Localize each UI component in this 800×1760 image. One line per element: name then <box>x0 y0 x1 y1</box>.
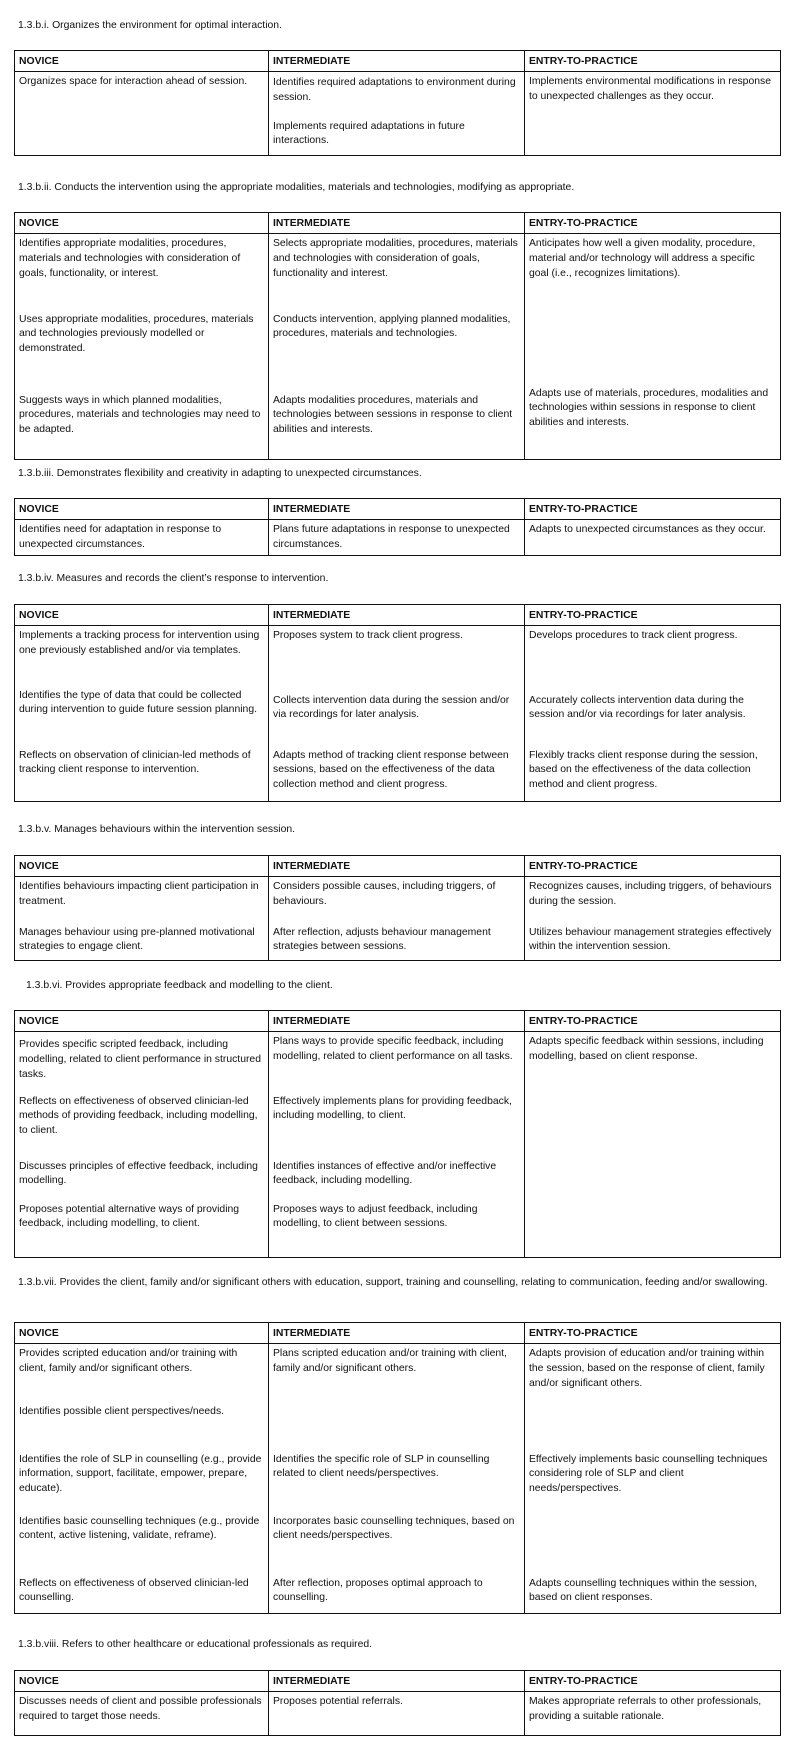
cell-text: Manages behaviour using pre-planned motivational strategies to engage client. <box>19 926 255 953</box>
cell-text: Identifies the type of data that could be collected during intervention to guide future session planning. <box>19 689 257 716</box>
section-heading: 1.3.b.vi. Provides appropriate feedback and modelling to the client. <box>26 980 333 991</box>
cell-text: Implements a tracking process for intervention using one previously established and/or via templates. <box>19 630 260 656</box>
cell-novice <box>15 72 269 156</box>
column-header-intermediate: INTERMEDIATE <box>269 1011 525 1032</box>
cell-text: Develops procedures to track client progress. <box>529 630 738 641</box>
cell-text: Proposes potential alternative ways of providing feedback, including modelling, to client. <box>19 1203 240 1230</box>
table-header-row <box>15 1323 781 1344</box>
section-heading: 1.3.b.vii. Provides the client, family and/or significant others with education, support, training and counselling, relating to communication, feeding and/or swallowing. <box>18 1277 768 1288</box>
cell-intermediate <box>269 1032 525 1092</box>
cell-text: Identifies behaviours impacting client participation in treatment. <box>19 881 259 907</box>
cell-intermediate <box>269 384 525 460</box>
table-row <box>15 1344 781 1402</box>
cell-intermediate <box>269 877 525 923</box>
column-header-intermediate: INTERMEDIATE <box>269 51 525 72</box>
cell-text: Identifies basic counselling techniques (e.g., provide content, active listening, validate, reframe). <box>19 1515 260 1542</box>
cell-entry-to-practice <box>525 384 781 460</box>
cell-novice <box>15 1402 269 1450</box>
cell-text: Utilizes behaviour management strategies effectively within the intervention session. <box>529 926 772 953</box>
cell-intermediate <box>269 1692 525 1736</box>
cell-text: Selects appropriate modalities, procedures, materials and technologies with consideration of goals, functionality and interest. <box>273 238 518 279</box>
cell-novice <box>15 1450 269 1512</box>
cell-novice <box>15 384 269 460</box>
column-header-novice: NOVICE <box>15 213 269 234</box>
cell-intermediate <box>269 923 525 961</box>
cell-intermediate <box>269 520 525 556</box>
cell-text: Identifies instances of effective and/or ineffective feedback, including modelling. <box>273 1160 497 1187</box>
cell-entry-to-practice <box>525 923 781 961</box>
cell-text: Reflects on effectiveness of observed clinician-led counselling. <box>19 1577 249 1604</box>
table-row <box>15 1402 781 1450</box>
cell-text: Accurately collects intervention data during the session and/or via recordings for later analysis. <box>529 694 746 721</box>
cell-text: Reflects on effectiveness of observed clinician-led methods of providing feedback, including modelling, to client. <box>19 1095 258 1137</box>
cell-text: Discusses needs of client and possible professionals required to target those needs. <box>19 1696 262 1722</box>
table-row <box>15 923 781 961</box>
cell-entry-to-practice <box>525 1032 781 1258</box>
column-header-novice: NOVICE <box>15 51 269 72</box>
cell-novice <box>15 310 269 384</box>
cell-text: After reflection, adjusts behaviour management strategies between sessions. <box>273 926 491 953</box>
cell-novice <box>15 1154 269 1200</box>
cell-intermediate <box>269 626 525 686</box>
cell-intermediate <box>269 1092 525 1154</box>
table-row <box>15 1450 781 1512</box>
cell-entry-to-practice <box>525 310 781 384</box>
cell-text: Makes appropriate referrals to other professionals, providing a suitable rationale. <box>529 1696 762 1722</box>
table-header-row <box>15 1671 781 1692</box>
table-row <box>15 1692 781 1736</box>
cell-entry-to-practice <box>525 1402 781 1450</box>
cell-intermediate <box>269 1344 525 1402</box>
table-header-row <box>15 213 781 234</box>
column-header-intermediate: INTERMEDIATE <box>269 1671 525 1692</box>
column-header-intermediate: INTERMEDIATE <box>269 856 525 877</box>
cell-text: Adapts method of tracking client response between sessions, based on the effectiveness of the data collection method and client progress. <box>273 749 509 791</box>
cell-text: Adapts provision of education and/or training within the session, based on the response of client, family and/or significant others. <box>529 1348 765 1389</box>
cell-entry-to-practice <box>525 520 781 556</box>
cell-entry-to-practice <box>525 626 781 686</box>
table-row <box>15 1574 781 1614</box>
cell-text: Incorporates basic counselling techniques, based on client needs/perspectives. <box>273 1515 515 1542</box>
cell-text: Suggests ways in which planned modalities, procedures, materials and technologies may need to be adapted. <box>19 394 261 436</box>
section-heading: 1.3.b.i. Organizes the environment for optimal interaction. <box>18 20 282 31</box>
cell-text: Uses appropriate modalities, procedures, materials and technologies previously modelled or demonstrated. <box>19 313 254 355</box>
cell-text: Adapts specific feedback within sessions, including modelling, based on client response. <box>529 1036 764 1062</box>
column-header-novice: NOVICE <box>15 1323 269 1344</box>
cell-text: Implements environmental modifications in response to unexpected challenges as they occur. <box>529 76 771 102</box>
table-row <box>15 1032 781 1092</box>
column-header-intermediate: INTERMEDIATE <box>269 213 525 234</box>
cell-text: Collects intervention data during the session and/or via recordings for later analysis. <box>273 694 510 721</box>
cell-text: Considers possible causes, including triggers, of behaviours. <box>273 881 496 907</box>
cell-text: Adapts counselling techniques within the session, based on client responses. <box>529 1577 758 1604</box>
table-row <box>15 234 781 310</box>
cell-text: Proposes ways to adjust feedback, including modelling, to client between sessions. <box>273 1203 478 1230</box>
cell-text: Adapts use of materials, procedures, modalities and technologies within sessions in response to client abilities and interests. <box>529 387 769 429</box>
table-header-row <box>15 499 781 520</box>
cell-intermediate <box>269 1200 525 1258</box>
table-header-row <box>15 605 781 626</box>
table-header-row <box>15 856 781 877</box>
cell-text: Flexibly tracks client response during the session, based on the effectiveness of the data collection method and client progress. <box>529 749 758 791</box>
rubric-table-flexibility <box>14 498 781 556</box>
cell-novice <box>15 234 269 310</box>
cell-text: Provides specific scripted feedback, including modelling, related to client performance in structured tasks. <box>19 1039 261 1080</box>
cell-text: Plans ways to provide specific feedback, including modelling, related to client performance on all tasks. <box>273 1036 513 1062</box>
table-row <box>15 686 781 746</box>
cell-intermediate <box>269 1512 525 1574</box>
cell-text: Identifies the role of SLP in counselling (e.g., provide information, support, facilitate, empower, prepare, educate). <box>19 1453 262 1495</box>
cell-text: Reflects on observation of clinician-led methods of tracking client response to intervention. <box>19 749 251 776</box>
table-row <box>15 520 781 556</box>
table-row <box>15 384 781 460</box>
cell-intermediate <box>269 1402 525 1450</box>
section-heading: 1.3.b.iii. Demonstrates flexibility and creativity in adapting to unexpected circumstances. <box>18 468 422 479</box>
cell-entry-to-practice <box>525 1574 781 1614</box>
cell-novice <box>15 1574 269 1614</box>
cell-text: After reflection, proposes optimal approach to counselling. <box>273 1577 483 1604</box>
cell-text: Adapts to unexpected circumstances as they occur. <box>529 524 766 535</box>
cell-intermediate <box>269 234 525 310</box>
rubric-table-conducts-intervention <box>14 212 781 460</box>
cell-novice <box>15 1344 269 1402</box>
cell-entry-to-practice <box>525 1450 781 1574</box>
cell-novice <box>15 746 269 802</box>
cell-novice <box>15 1512 269 1574</box>
table-header-row <box>15 51 781 72</box>
column-header-intermediate: INTERMEDIATE <box>269 499 525 520</box>
section-heading: 1.3.b.v. Manages behaviours within the intervention session. <box>18 824 296 835</box>
table-row <box>15 746 781 802</box>
cell-entry-to-practice <box>525 234 781 310</box>
column-header-novice: NOVICE <box>15 856 269 877</box>
cell-text: Effectively implements plans for providing feedback, including modelling, to client. <box>273 1095 512 1122</box>
cell-text: Effectively implements basic counselling techniques considering role of SLP and client needs/perspectives. <box>529 1453 768 1495</box>
cell-text: Identifies need for adaptation in response to unexpected circumstances. <box>19 524 222 550</box>
rubric-table-measures-response <box>14 604 781 802</box>
cell-text: Conducts intervention, applying planned modalities, procedures, materials and technologies. <box>273 313 511 340</box>
cell-intermediate <box>269 1450 525 1512</box>
cell-entry-to-practice <box>525 877 781 923</box>
rubric-table-feedback-modelling <box>14 1010 781 1258</box>
column-header-novice: NOVICE <box>15 605 269 626</box>
cell-text: Identifies required adaptations to environment during session. <box>273 77 516 103</box>
cell-text: Proposes system to track client progress. <box>273 630 463 641</box>
cell-text: Anticipates how well a given modality, procedure, material and/or technology will address a specific goal (i.e., recognizes limitations). <box>529 238 756 279</box>
section-heading: 1.3.b.ii. Conducts the intervention using the appropriate modalities, materials and technologies, modifying as appropriate. <box>18 182 575 193</box>
cell-text: Plans scripted education and/or training with client, family and/or significant others. <box>273 1348 507 1374</box>
cell-text: Adapts modalities procedures, materials and technologies between sessions in response to client abilities and interests. <box>273 394 513 436</box>
cell-text: Identifies the specific role of SLP in counselling related to client needs/perspectives. <box>273 1453 490 1480</box>
rubric-table-referrals <box>14 1670 781 1736</box>
column-header-intermediate: INTERMEDIATE <box>269 605 525 626</box>
cell-intermediate <box>269 746 525 802</box>
table-row <box>15 72 781 156</box>
column-header-entry-to-practice: ENTRY-TO-PRACTICE <box>525 499 781 520</box>
table-row <box>15 626 781 686</box>
column-header-novice: NOVICE <box>15 499 269 520</box>
cell-novice <box>15 1692 269 1736</box>
cell-text: Plans future adaptations in response to unexpected circumstances. <box>273 524 510 550</box>
column-header-entry-to-practice: ENTRY-TO-PRACTICE <box>525 1671 781 1692</box>
cell-intermediate <box>269 72 525 156</box>
cell-text: Recognizes causes, including triggers, of behaviours during the session. <box>529 881 772 907</box>
column-header-novice: NOVICE <box>15 1671 269 1692</box>
cell-text: Organizes space for interaction ahead of session. <box>19 76 248 87</box>
cell-text: Provides scripted education and/or training with client, family and/or significant others. <box>19 1348 238 1374</box>
cell-novice <box>15 1092 269 1154</box>
rubric-table-manages-behaviours <box>14 855 781 961</box>
cell-novice <box>15 1032 269 1092</box>
cell-novice <box>15 520 269 556</box>
cell-entry-to-practice <box>525 746 781 802</box>
column-header-novice: NOVICE <box>15 1011 269 1032</box>
cell-text: Identifies appropriate modalities, procedures, materials and technologies with consideration of goals, functionality, or interest. <box>19 238 241 279</box>
table-row <box>15 877 781 923</box>
cell-novice <box>15 626 269 686</box>
cell-intermediate <box>269 1154 525 1200</box>
column-header-entry-to-practice: ENTRY-TO-PRACTICE <box>525 51 781 72</box>
cell-novice <box>15 877 269 923</box>
cell-entry-to-practice <box>525 686 781 746</box>
column-header-entry-to-practice: ENTRY-TO-PRACTICE <box>525 856 781 877</box>
section-heading: 1.3.b.iv. Measures and records the client’s response to intervention. <box>18 573 329 584</box>
cell-entry-to-practice <box>525 1344 781 1402</box>
cell-novice <box>15 686 269 746</box>
cell-intermediate <box>269 1574 525 1614</box>
column-header-entry-to-practice: ENTRY-TO-PRACTICE <box>525 605 781 626</box>
table-header-row <box>15 1011 781 1032</box>
cell-text: Proposes potential referrals. <box>273 1696 403 1707</box>
column-header-intermediate: INTERMEDIATE <box>269 1323 525 1344</box>
cell-novice <box>15 1200 269 1258</box>
cell-text: Implements required adaptations in future interactions. <box>273 120 465 147</box>
cell-entry-to-practice <box>525 1692 781 1736</box>
cell-intermediate <box>269 686 525 746</box>
column-header-entry-to-practice: ENTRY-TO-PRACTICE <box>525 1011 781 1032</box>
rubric-table-education-counselling <box>14 1322 781 1614</box>
table-row <box>15 310 781 384</box>
cell-entry-to-practice <box>525 72 781 156</box>
rubric-table-organizes-environment <box>14 50 781 156</box>
cell-text: Discusses principles of effective feedback, including modelling. <box>19 1160 258 1187</box>
column-header-entry-to-practice: ENTRY-TO-PRACTICE <box>525 213 781 234</box>
section-heading: 1.3.b.viii. Refers to other healthcare or educational professionals as required. <box>18 1639 373 1650</box>
cell-novice <box>15 923 269 961</box>
column-header-entry-to-practice: ENTRY-TO-PRACTICE <box>525 1323 781 1344</box>
cell-text: Identifies possible client perspectives/needs. <box>19 1405 225 1417</box>
cell-intermediate <box>269 310 525 384</box>
